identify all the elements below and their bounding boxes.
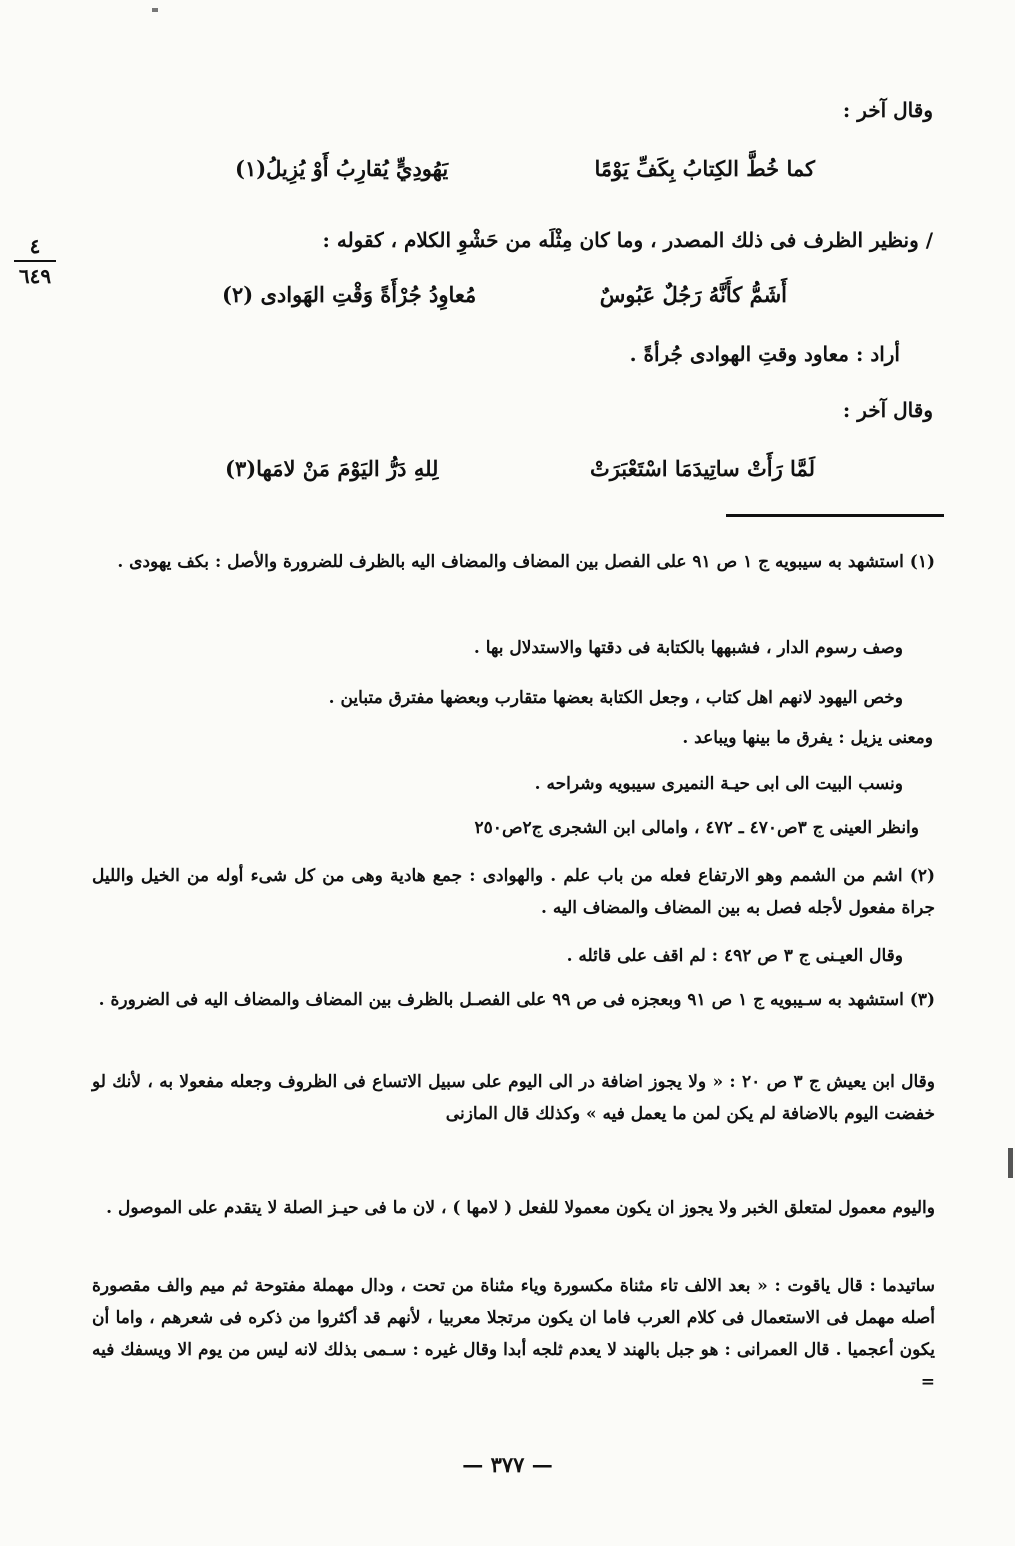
footnote-3-paragraph: (٣) استشهد به سـيبويه ج ١ ص ٩١ وبعجزه فى ص ٩٩ على الفصـل بالظرف بين المضاف والمضاف اليه فى الضرورة . [98, 990, 935, 1010]
footnote-3-paragraph-d: ساتيدما : قال ياقوت : « بعد الالف تاء مثناة مكسورة وياء مثناة من تحت ، ودال مهملة مفتوحة ثم ميم والف مقصورة أصله مهمل فى الاستعمال فى كلام العرب فاما ان يكون مرتجلا معربيا ، لأنهم قد أكثروا من ذكره فى شعرهم ، واما أن يكون أعجميا . قال العمرانى : هو جبل بالهند لا يعدم ثلجه أبدا وقال غيره : سـمى بذلك لانه ليس من يوم الا ويسفك فيه = [92, 1276, 935, 1392]
body-line-1: / ونظير الظرف فى ذلك المصدر ، وما كان مِثْلَه من حَشْوِ الكلام ، كقوله : [322, 228, 933, 252]
margin-reference-volume: ٤ [29, 234, 41, 258]
margin-reference-page: ٦٤٩ [18, 264, 52, 288]
footnote-1-line-b: وصف رسوم الدار ، فشبهها بالكتابة فى دقتها والاستدلال بها . [473, 638, 903, 658]
footnote-3-paragraph-c: واليوم معمول لمتعلق الخبر ولا يجوز ان يكون معمولا للفعل ( لامها ) ، لان ما فى حيـز الصلة لا يتقدم على الموصول . [106, 1198, 935, 1218]
verse-3-second-hemistich: لِلهِ دَرُّ اليَوْمَ مَنْ لامَها(٣) [225, 456, 439, 481]
margin-reference-rule [14, 260, 56, 262]
footnote-1-paragraph: (١) استشهد به سيبويه ج ١ ص ٩١ على الفصل بين المضاف والمضاف اليه بالظرف للضرورة والأصل : بكف يهودى . [117, 552, 935, 572]
body-line-2: أراد : معاود وقتِ الهوادى جُرأةً . [629, 342, 900, 366]
footnote-1-line-c: وخص اليهود لانهم اهل كتاب ، وجعل الكتابة بعضها متقارب وبعضها مفترق متباين . [328, 688, 903, 708]
verse-1-second-hemistich: يَهُودِيٍّ يُقارِبُ أَوْ يُزِيلُ(١) [235, 156, 449, 181]
verse-2-second-hemistich: مُعاوِدُ جُرْأَةً وَقْتِ الهَوادى (٢) [222, 282, 477, 307]
footnote-separator [726, 514, 944, 517]
footnote-2-line-b: وقال العيـنى ج ٣ ص ٤٩٢ : لم اقف على قائله . [566, 946, 903, 966]
page-number: — ٣٧٧ — [462, 1452, 553, 1477]
footnote-1-line-f: وانظر العينى ج ٣ص٤٧٠ ـ ٤٧٢ ، وامالى ابن الشجرى ج٢ص٢٥٠ [474, 818, 919, 838]
paper-mark [152, 8, 158, 12]
intro-line-2: وقال آخر : [842, 398, 933, 422]
verse-1-first-hemistich: كما خُطَّ الكِتابُ بِكَفِّ يَوْمًا [594, 156, 815, 181]
scan-edge-mark [1008, 1148, 1013, 1178]
intro-line-1: وقال آخر : [842, 98, 933, 122]
margin-page-reference [14, 234, 56, 288]
footnote-1-line-e: ونسب البيت الى ابى حيـة النميرى سيبويه وشراحه . [534, 774, 903, 794]
verse-2-first-hemistich: أَشَمُّ كأَنَّهُ رَجُلٌ عَبُوسٌ [599, 282, 787, 307]
verse-3-first-hemistich: لَمَّا رَأَتْ ساتِيدَمَا اسْتَعْبَرَتْ [589, 456, 815, 481]
footnote-2-paragraph: (٢) اشم من الشمم وهو الارتفاع فعله من باب علم . والهوادى : جمع هادية وهى من كل شىء أوله من الخيل والليل جراة مفعول لأجله فصل به بين المضاف والمضاف اليه . [92, 866, 935, 918]
footnote-1-line-d: ومعنى يزيل : يفرق ما بينها ويباعد . [682, 728, 933, 748]
footnote-3-paragraph-b: وقال ابن يعيش ج ٣ ص ٢٠ : « ولا يجوز اضافة در الى اليوم على سبيل الاتساع فى الظروف وجعله مفعولا به ، لأنك لو خفضت اليوم بالاضافة لم يكن لمن ما يعمل فيه » وكذلك قال المازنى [92, 1072, 935, 1124]
